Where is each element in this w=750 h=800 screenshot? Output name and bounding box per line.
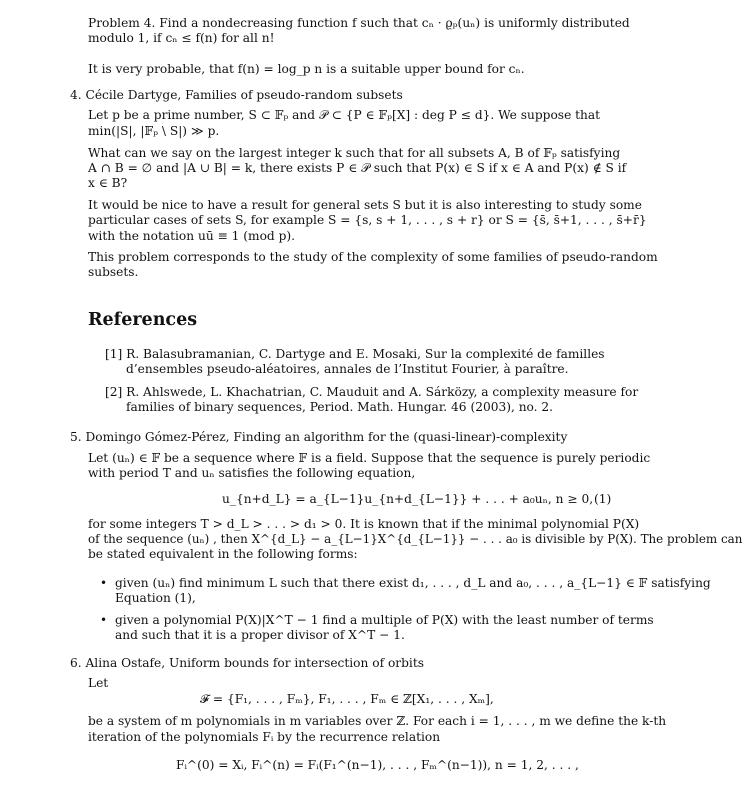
text-line: What can we say on the largest integer k such that for all subsets A, B of 𝔽ₚ satisfying [88, 146, 621, 160]
section-heading: 6. Alina Ostafe, Uniform bounds for intersection of orbits [70, 656, 424, 670]
text-line: be a system of m polynomials in m variables over ℤ. For each i = 1, . . . , m we define the k-th [88, 714, 667, 728]
text-line: be stated equivalent in the following forms: [88, 547, 358, 561]
equation-number: (1) [594, 492, 612, 506]
list-item-cont: Equation (1), [115, 591, 196, 605]
text-line: for some integers T > d_L > . . . > d₁ > 0. It is known that if the minimal polynomial P(X) [88, 517, 640, 531]
text-line: iteration of the polynomials Fᵢ by the recurrence relation [88, 730, 441, 744]
reference-item: [2] R. Ahlswede, L. Khachatrian, C. Mauduit and A. Sárközy, a complexity measure for [105, 385, 639, 399]
text-line: x ∈ B? [88, 176, 128, 190]
references-heading: References [88, 310, 198, 330]
display-equation: u_{n+d_L} = a_{L−1}u_{n+d_{L−1}} + . . . + a₀uₙ, n ≥ 0, [222, 492, 594, 506]
section-heading: 5. Domingo Gómez-Pérez, Finding an algorithm for the (quasi-linear)-complexity [70, 430, 568, 444]
display-equation: 𝓕 = {F₁, . . . , Fₘ}, F₁, . . . , Fₘ ∈ ℤ[X₁, . . . , Xₘ], [200, 692, 494, 706]
text-line: min(|S|, |𝔽ₚ \ S|) ≫ p. [88, 124, 220, 138]
text-line: Problem 4. Find a nondecreasing function f such that cₙ · ϱₚ(uₙ) is uniformly distributed [88, 16, 630, 30]
text-line: Let [88, 676, 109, 690]
text-line: with period T and uₙ satisfies the following equation, [88, 466, 416, 480]
text-line: Let (uₙ) ∈ 𝔽 be a sequence where 𝔽 is a field. Suppose that the sequence is purely periodic [88, 451, 651, 465]
reference-item-cont: d’ensembles pseudo-aléatoires, annales de l’Institut Fourier, à paraître. [126, 362, 569, 376]
text-line: with the notation uū ≡ 1 (mod p). [88, 229, 296, 243]
text-line: particular cases of sets S, for example S = {s, s + 1, . . . , s + r} or S = {s̄, s̄+1, . . . , s̄+r̄} [88, 213, 647, 227]
text-line: Let p be a prime number, S ⊂ 𝔽ₚ and 𝒫 ⊂ {P ∈ 𝔽ₚ[X] : deg P ≤ d}. We suppose that [88, 108, 601, 122]
text-line: of the sequence (uₙ) , then X^{d_L} − a_{L−1}X^{d_{L−1}} − . . . a₀ is divisible by P(X). The problem can [88, 532, 743, 546]
text-line: It is very probable, that f(n) = log_p n is a suitable upper bound for cₙ. [88, 62, 525, 76]
display-equation: Fᵢ^(0) = Xᵢ, Fᵢ^(n) = Fᵢ(F₁^(n−1), . . . , Fₘ^(n−1)), n = 1, 2, . . . , [176, 758, 579, 772]
bullet-icon: • [100, 613, 108, 627]
text-line: A ∩ B = ∅ and |A ∪ B| = k, there exists P ∈ 𝒫 such that P(x) ∈ S if x ∈ A and P(x) ∉ S if [88, 161, 627, 175]
section-heading: 4. Cécile Dartyge, Families of pseudo-random subsets [70, 88, 403, 102]
reference-item-cont: families of binary sequences, Period. Math. Hungar. 46 (2003), no. 2. [126, 400, 554, 414]
text-line: modulo 1, if cₙ ≤ f(n) for all n! [88, 31, 275, 45]
list-item: given a polynomial P(X)|X^T − 1 find a multiple of P(X) with the least number of terms [115, 613, 654, 627]
list-item: given (uₙ) find minimum L such that there exist d₁, . . . , d_L and a₀, . . . , a_{L−1} ∈ 𝔽 satisfying [115, 576, 711, 590]
reference-item: [1] R. Balasubramanian, C. Dartyge and E. Mosaki, Sur la complexité de familles [105, 347, 605, 361]
bullet-icon: • [100, 576, 108, 590]
text-line: This problem corresponds to the study of the complexity of some families of pseudo-random [88, 250, 658, 264]
text-line: subsets. [88, 265, 139, 279]
list-item-cont: and such that it is a proper divisor of X^T − 1. [115, 628, 405, 642]
text-line: It would be nice to have a result for general sets S but it is also interesting to study some [88, 198, 642, 212]
